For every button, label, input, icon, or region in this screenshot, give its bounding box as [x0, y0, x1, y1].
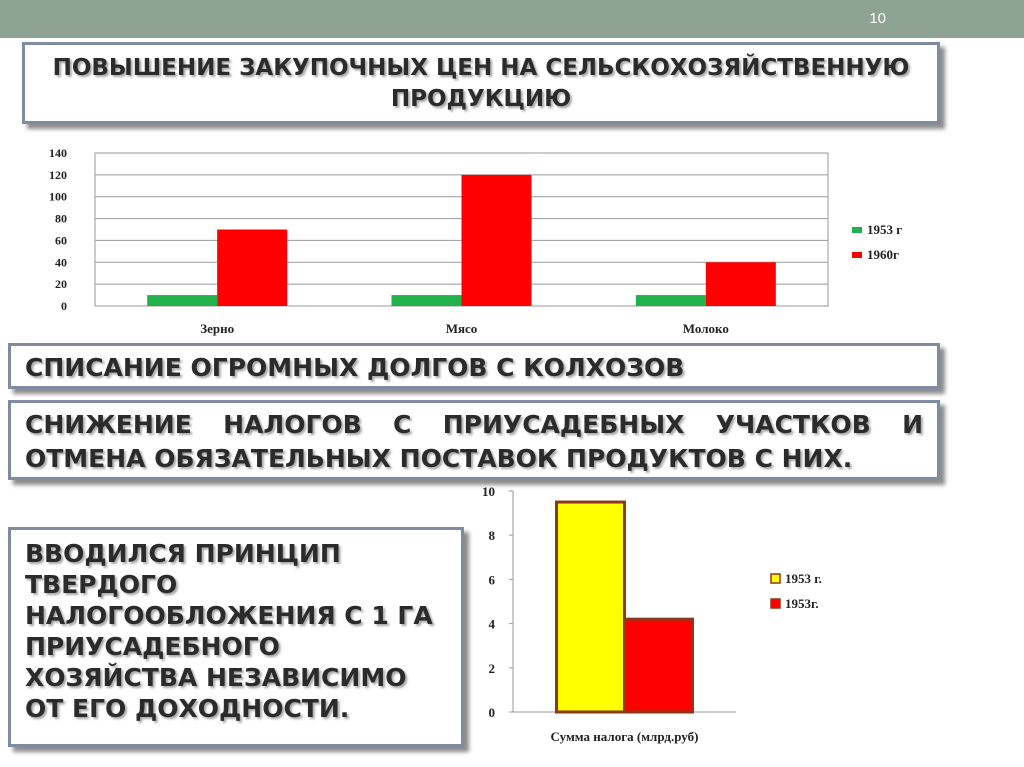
y-tick-label: 100: [49, 189, 67, 204]
y-tick-label: 2: [488, 660, 495, 676]
y-tick-label: 120: [49, 167, 67, 182]
slide-number: 10: [869, 10, 886, 27]
bar-Мясо-1960г: [462, 175, 532, 306]
top-bar: [0, 0, 1024, 38]
taxes-box: СНИЖЕНИЕ НАЛОГОВ С ПРИУСАДЕБНЫХ УЧАСТКОВ И ОТМЕНА ОБЯЗАТЕЛЬНЫХ ПОСТАВОК ПРОДУКТОВ С НИХ.: [8, 400, 940, 480]
bar-Молоко-1960г: [706, 262, 776, 306]
bar-Зерно-1953 г: [147, 295, 217, 306]
legend-label: 1953 г.: [785, 571, 822, 586]
y-tick-label: 4: [488, 616, 495, 632]
bar-Зерно-1960г: [217, 230, 287, 307]
x-tick-label: Сумма налога (млрд.руб): [550, 729, 699, 744]
y-tick-label: 80: [55, 211, 67, 226]
y-tick-label: 0: [488, 705, 495, 720]
legend-label: 1953 г: [867, 222, 903, 237]
legend-swatch: [771, 599, 780, 608]
x-tick-label: Зерно: [200, 321, 235, 336]
y-tick-label: 140: [49, 146, 67, 160]
plot-frame: [95, 153, 828, 306]
y-tick-label: 10: [482, 484, 495, 499]
y-tick-label: 6: [488, 572, 495, 588]
legend-label: 1960г: [867, 247, 899, 262]
y-tick-label: 0: [61, 299, 67, 313]
y-tick-label: 20: [55, 277, 67, 292]
legend-label: 1953г.: [785, 596, 819, 611]
x-tick-label: Мясо: [445, 321, 478, 336]
slide-title: ПОВЫШЕНИЕ ЗАКУПОЧНЫХ ЦЕН НА СЕЛЬСКОХОЗЯЙСТВЕННУЮ ПРОДУКЦИЮ: [22, 42, 940, 124]
x-tick-label: Молоко: [682, 321, 729, 336]
bar-1953 г.: [557, 502, 625, 712]
y-tick-label: 60: [55, 233, 67, 248]
legend-swatch: [771, 574, 780, 583]
bar-Молоко-1953 г: [636, 295, 706, 306]
principle-box: ВВОДИЛСЯ ПРИНЦИП ТВЕРДОГО НАЛОГООБЛОЖЕНИЯ С 1 ГА ПРИУСАДЕБНОГО ХОЗЯЙСТВА НЕЗАВИСИМО ОТ ЕГО ДОХОДНОСТИ.: [8, 527, 464, 747]
bar-1953г.: [625, 619, 693, 712]
y-tick-label: 40: [55, 255, 67, 270]
debts-box: СПИСАНИЕ ОГРОМНЫХ ДОЛГОВ С КОЛХОЗОВ: [8, 343, 940, 389]
legend-swatch: [852, 252, 862, 258]
legend-swatch: [852, 227, 862, 233]
bar-Мясо-1953 г: [392, 295, 462, 306]
y-tick-label: 8: [488, 528, 495, 544]
